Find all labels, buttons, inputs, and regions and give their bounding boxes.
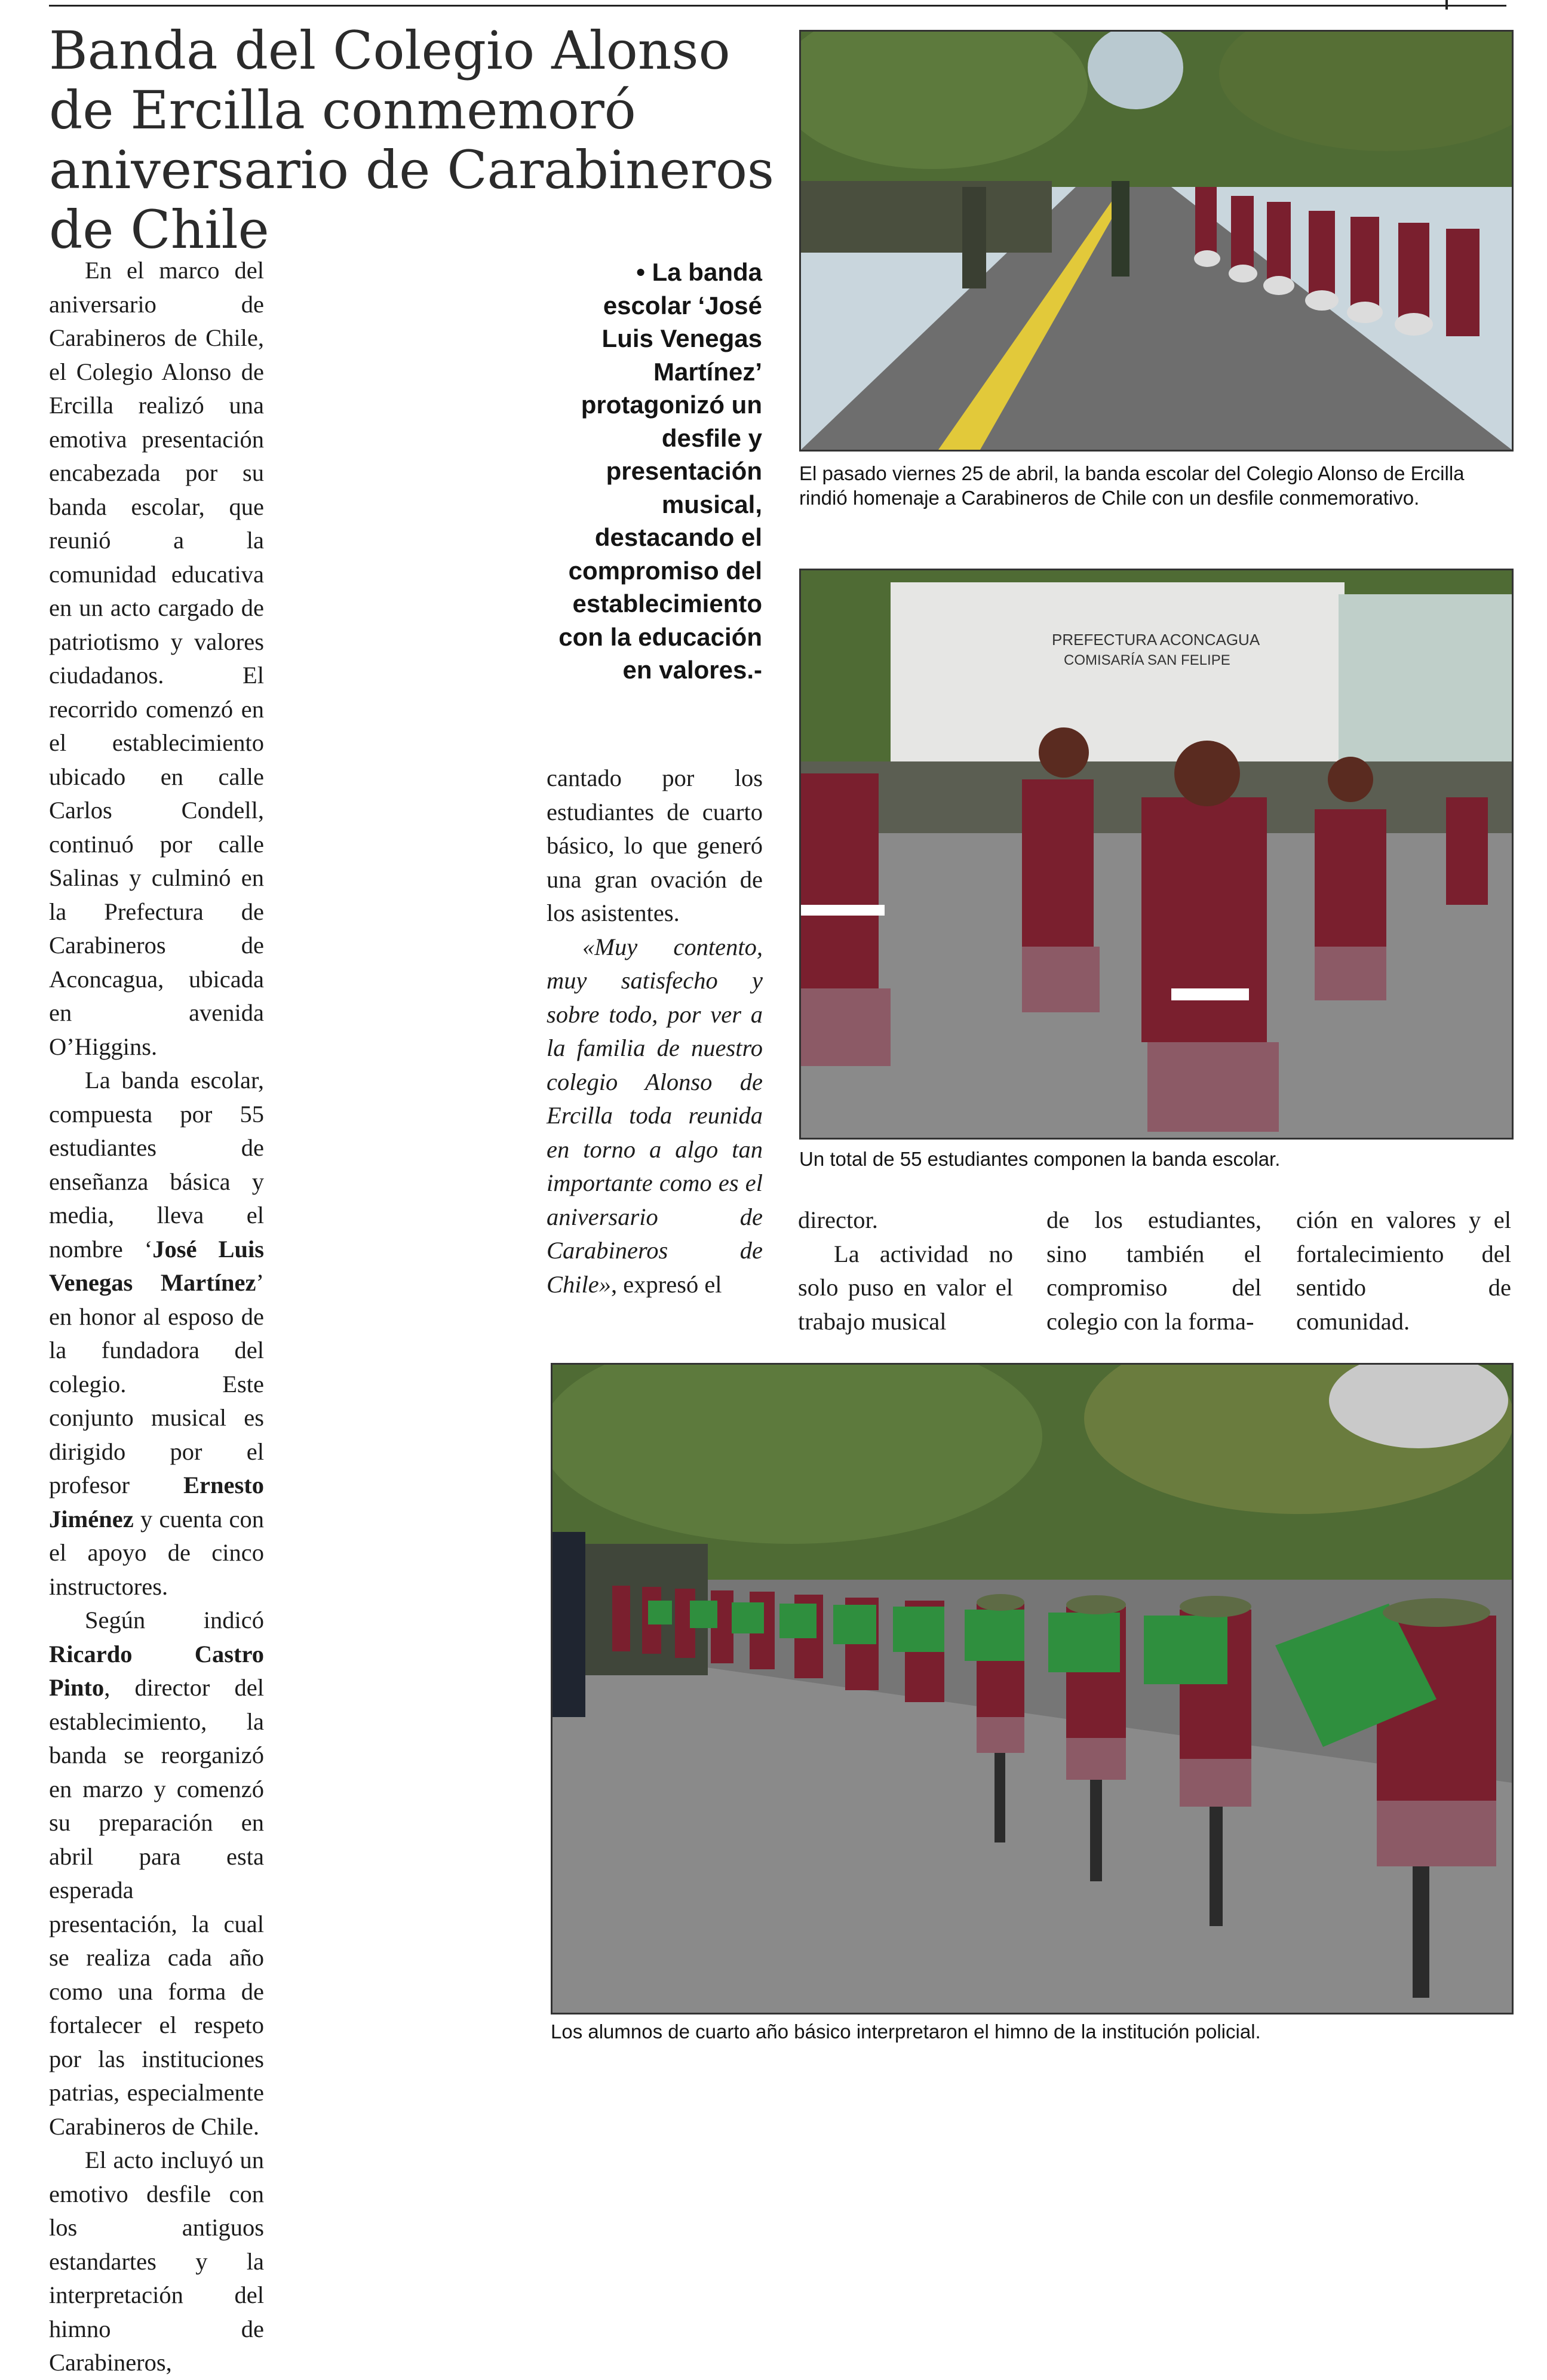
- article-column-5: de los estudiantes, sino también el compromiso del colegio con la forma-: [1046, 1206, 1261, 1335]
- article-column-1: [49, 254, 264, 2380]
- article-column-4: director. La actividad no solo puso en valor el trabajo musical: [798, 1203, 1013, 1338]
- paragraph-event-cont: cantado por los estudiantes de cuarto básico, lo que generó una gran ovación de los asistentes.: [547, 764, 763, 926]
- photo-band-parade: [799, 30, 1514, 452]
- caption-photo-2: Un total de 55 estudiantes componen la banda escolar.: [799, 1148, 1281, 1170]
- photo-flute-students: [799, 569, 1514, 1140]
- sign-line-1: PREFECTURA ACONCAGUA: [1052, 631, 1260, 649]
- article-column-3: [547, 761, 763, 1301]
- paragraph-band: La banda escolar, compuesta por 55 estudiantes de enseñanza básica y media, lleva el nombre ‘José Luis Venegas Martínez’ en honor al esposo de la fundadora del colegio. Este conjunto musical es dirigido por el profesor Ernesto Jiménez y cuenta con el apoyo de cinco instructores.: [49, 1067, 264, 1600]
- paragraph-band-cont: ’ en honor al esposo de la fundadora del colegio. Este conjunto musical es dirigido por el profesor: [49, 1269, 264, 1498]
- headline: Banda del Colegio Alonso de Ercilla conmemoró aniversario de Carabineros de Chile: [49, 20, 775, 260]
- caption-photo-3: Los alumnos de cuarto año básico interpretaron el himno de la institución policial.: [551, 2020, 1261, 2043]
- caption-photo-1: El pasado viernes 25 de abril, la banda escolar del Colegio Alonso de Ercilla rindió homenaje a Carabineros de Chile con un desfile conmemorativo.: [799, 462, 1465, 509]
- professor-name: Ernesto Jiménez: [49, 1472, 264, 1533]
- paragraph-closing: La actividad no solo puso en valor el trabajo musical: [798, 1240, 1013, 1335]
- pull-quote: • La banda escolar ‘José Luis Venegas Martínez’ protagonizó un desfile y presentación musical, destacando el compromiso del establecimiento con la educación en valores.-: [558, 258, 762, 684]
- article-column-6: ción en valores y el fortalecimiento del sentido de comunidad.: [1296, 1206, 1511, 1335]
- sign-line-2: COMISARÍA SAN FELIPE: [1064, 652, 1230, 668]
- paragraph-quote: «Muy contento, muy satisfecho y sobre todo, por ver a la familia de nuestro colegio Alonso de Ercilla toda reunida en torno a algo tan importante como es el aniversario de Carabineros de Chile», expresó el: [547, 933, 763, 1298]
- top-rule: [49, 5, 1506, 7]
- paragraph-intro: En el marco del aniversario de Carabineros de Chile, el Colegio Alonso de Ercilla realizó una emotiva presentación encabezada por su banda escolar, que reunió a la comunidad educativa en un acto cargado de patriotismo y valores ciudadanos. El recorrido comenzó en el establecimiento ubicado en calle Carlos Condell, continuó por calle Salinas y culminó en la Prefectura de Carabineros de Aconcagua, ubicada en avenida O’Higgins.: [49, 257, 264, 1060]
- band-name: José Luis Venegas Martínez: [49, 1235, 264, 1296]
- quote-text: «Muy contento, muy satisfecho y sobre todo, por ver a la familia de nuestro colegio Alonso de Ercilla toda reunida en torno a algo tan importante como es el aniversario de Carabineros de Chile»: [547, 933, 763, 1298]
- paragraph-event: El acto incluyó un emotivo desfile con los antiguos estandartes y la interpretación del himno de Carabineros,: [49, 2146, 264, 2376]
- director-name: Ricardo Castro Pinto: [49, 1640, 264, 1701]
- paragraph-director: Según indicó Ricardo Castro Pinto, director del establecimiento, la banda se reorganizó en marzo y comenzó su preparación en abril para esta esperada presentación, la cual se realiza cada año como una forma de fortalecer el respeto por las instituciones patrias, especialmente Carabineros de Chile.: [49, 1607, 264, 2140]
- page-tab-mark: [1445, 0, 1448, 10]
- photo-choir-students: [551, 1363, 1514, 2014]
